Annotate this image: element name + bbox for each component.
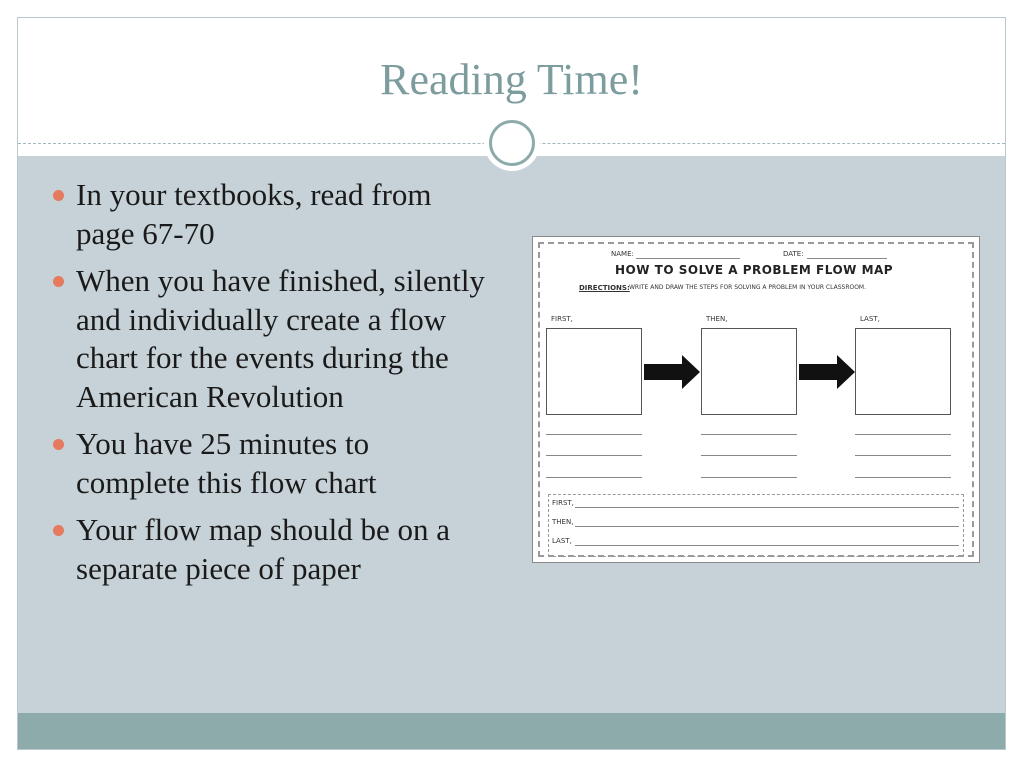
summary-line [575, 545, 959, 546]
worksheet-directions-label: DIRECTIONS: [579, 284, 630, 292]
col-label-then: THEN, [706, 315, 728, 323]
worksheet-date-label: DATE: [783, 250, 804, 258]
bullet-text: You have 25 minutes to complete this flow chart [76, 426, 377, 500]
divider-ring-ornament [484, 115, 540, 171]
bullet-item [48, 425, 488, 502]
bullet-dot-icon [53, 276, 64, 287]
arrow-right-icon [799, 355, 855, 389]
slide [17, 17, 1006, 750]
summary-line [575, 526, 959, 527]
write-line [855, 477, 951, 478]
bullet-dot-icon [53, 190, 64, 201]
write-line [701, 455, 797, 456]
name-line [636, 258, 740, 259]
flow-map-worksheet-image [532, 236, 980, 563]
col-label-first: FIRST, [551, 315, 573, 323]
write-line [546, 434, 642, 435]
worksheet-name-label: NAME: [611, 250, 634, 258]
worksheet-title: HOW TO SOLVE A PROBLEM FLOW MAP [615, 263, 894, 277]
bullet-item [48, 511, 488, 588]
summary-label-last: LAST, [552, 537, 572, 545]
write-line [546, 477, 642, 478]
summary-line [575, 507, 959, 508]
flow-box-then [701, 328, 797, 415]
bullet-item [48, 176, 488, 253]
summary-label-then: THEN, [552, 518, 574, 526]
bullet-list [48, 176, 488, 597]
slide-title: Reading Time! [380, 55, 643, 104]
arrow-right-icon [644, 355, 700, 389]
write-line [546, 455, 642, 456]
col-label-last: LAST, [860, 315, 880, 323]
flow-box-last [855, 328, 951, 415]
write-line [855, 434, 951, 435]
worksheet-directions-text: WRITE AND DRAW THE STEPS FOR SOLVING A PROBLEM IN YOUR CLASSROOM. [629, 284, 867, 291]
bullet-text: In your textbooks, read from page 67-70 [76, 177, 432, 251]
ring-inner [489, 120, 535, 166]
bullet-text: When you have finished, silently and individually create a flow chart for the events during the American Revolution [76, 263, 485, 414]
flow-box-first [546, 328, 642, 415]
summary-label-first: FIRST, [552, 499, 574, 507]
bullet-dot-icon [53, 439, 64, 450]
write-line [701, 477, 797, 478]
footer-bar [18, 713, 1005, 749]
write-line [855, 455, 951, 456]
date-line [807, 258, 887, 259]
bullet-text: Your flow map should be on a separate piece of paper [76, 512, 450, 586]
write-line [701, 434, 797, 435]
bullet-item [48, 262, 488, 416]
bullet-dot-icon [53, 525, 64, 536]
